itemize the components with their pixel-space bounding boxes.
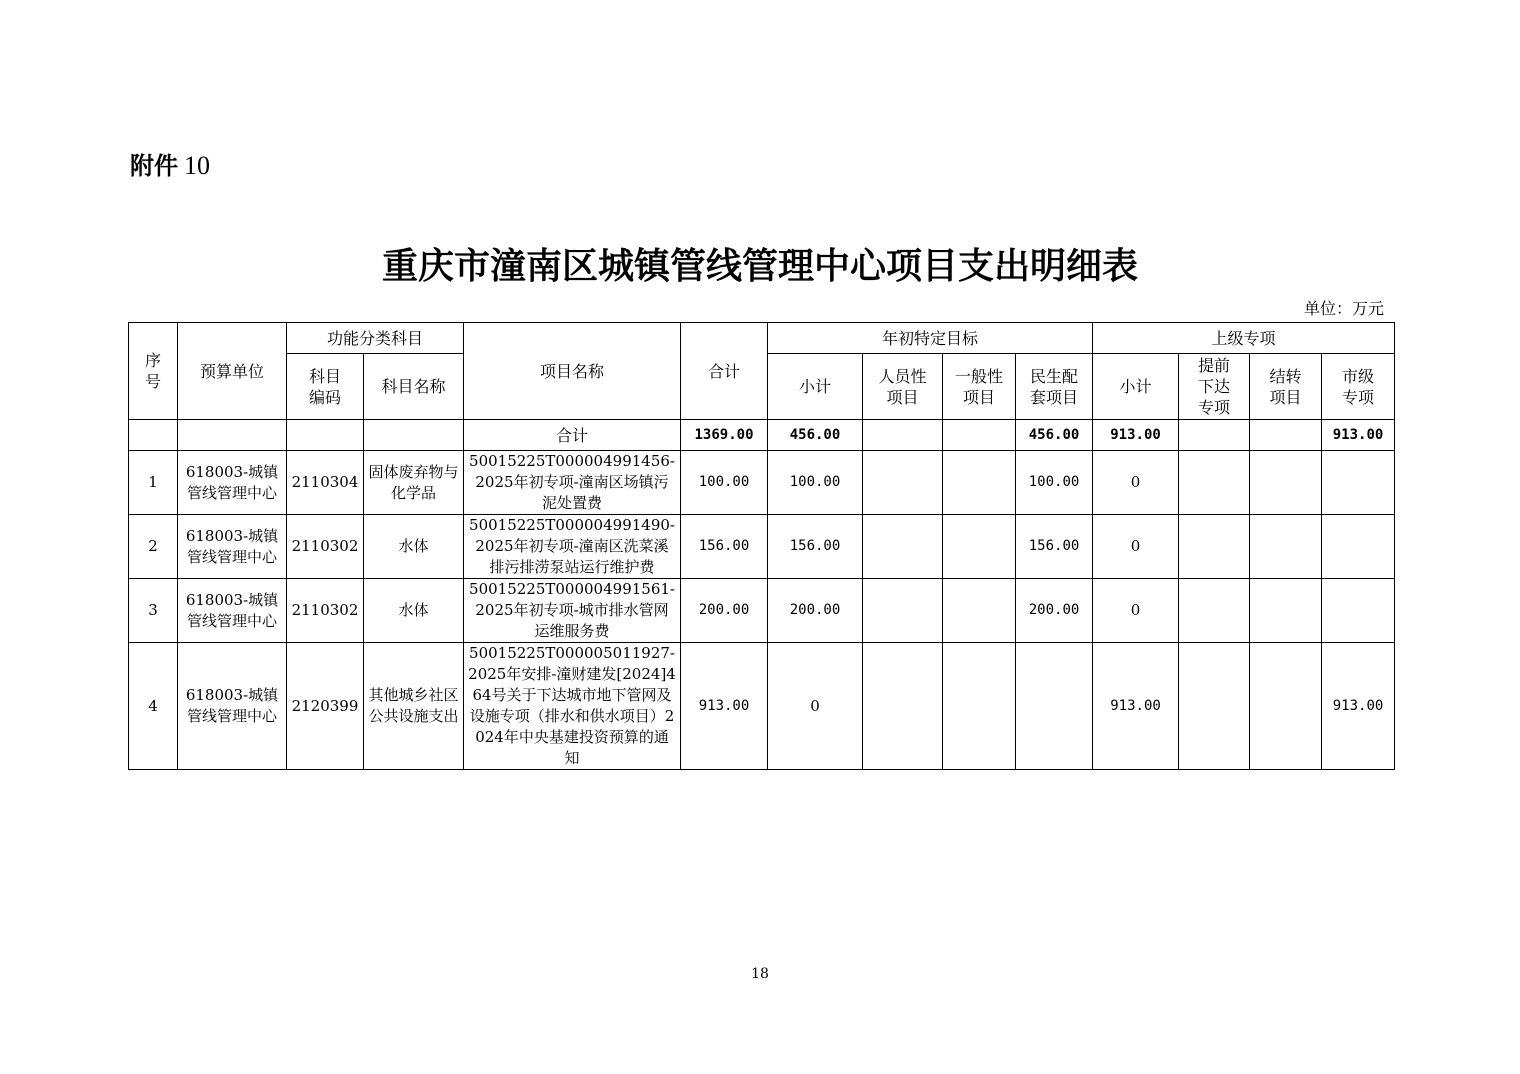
header-annual: 年初特定目标 bbox=[768, 323, 1093, 354]
row-personnel bbox=[863, 451, 943, 515]
row-subject: 水体 bbox=[364, 515, 464, 579]
row-code: 2110302 bbox=[287, 515, 364, 579]
row-general bbox=[943, 515, 1016, 579]
row-total: 913.00 bbox=[681, 643, 768, 770]
row-city bbox=[1322, 451, 1395, 515]
header-annual-subtotal: 小计 bbox=[768, 354, 863, 420]
row-seq: 2 bbox=[129, 515, 178, 579]
row-code: 2110302 bbox=[287, 579, 364, 643]
row-carryover bbox=[1250, 515, 1322, 579]
row-total: 100.00 bbox=[681, 451, 768, 515]
header-seq: 序 号 bbox=[129, 323, 178, 420]
row-superior-subtotal: 0 bbox=[1093, 579, 1179, 643]
row-project: 50015225T000004991490-2025年初专项-潼南区洗菜溪排污排涝泵站运行维护费 bbox=[464, 515, 681, 579]
cell-empty bbox=[364, 420, 464, 451]
attachment-number: 10 bbox=[184, 151, 210, 180]
document-title: 重庆市潼南区城镇管线管理中心项目支出明细表 bbox=[381, 245, 1138, 287]
header-carryover: 结转 项目 bbox=[1250, 354, 1322, 420]
table-row bbox=[129, 579, 1395, 643]
row-annual-subtotal: 156.00 bbox=[768, 515, 863, 579]
row-advance bbox=[1179, 643, 1250, 770]
row-annual-subtotal: 100.00 bbox=[768, 451, 863, 515]
row-subject: 其他城乡社区公共设施支出 bbox=[364, 643, 464, 770]
expenditure-table bbox=[128, 322, 1395, 770]
row-unit: 618003-城镇管线管理中心 bbox=[178, 579, 287, 643]
table-row bbox=[129, 643, 1395, 770]
totals-carryover bbox=[1250, 420, 1322, 451]
row-unit: 618003-城镇管线管理中心 bbox=[178, 515, 287, 579]
row-city: 913.00 bbox=[1322, 643, 1395, 770]
unit-note: 单位：万元 bbox=[1303, 299, 1384, 318]
row-unit: 618003-城镇管线管理中心 bbox=[178, 451, 287, 515]
row-advance bbox=[1179, 451, 1250, 515]
row-personnel bbox=[863, 515, 943, 579]
header-superior-subtotal: 小计 bbox=[1093, 354, 1179, 420]
totals-city: 913.00 bbox=[1322, 420, 1395, 451]
row-seq: 1 bbox=[129, 451, 178, 515]
page-number: 18 bbox=[751, 966, 769, 982]
row-personnel bbox=[863, 643, 943, 770]
attachment-label bbox=[130, 146, 210, 181]
row-carryover bbox=[1250, 643, 1322, 770]
totals-label: 合计 bbox=[464, 420, 681, 451]
row-livelihood: 100.00 bbox=[1016, 451, 1093, 515]
row-annual-subtotal: 200.00 bbox=[768, 579, 863, 643]
attachment-prefix: 附件 bbox=[130, 152, 178, 180]
row-livelihood: 200.00 bbox=[1016, 579, 1093, 643]
row-superior-subtotal: 0 bbox=[1093, 515, 1179, 579]
row-total: 156.00 bbox=[681, 515, 768, 579]
header-livelihood: 民生配 套项目 bbox=[1016, 354, 1093, 420]
row-carryover bbox=[1250, 579, 1322, 643]
table-row bbox=[129, 515, 1395, 579]
header-total: 合计 bbox=[681, 323, 768, 420]
row-general bbox=[943, 643, 1016, 770]
row-code: 2110304 bbox=[287, 451, 364, 515]
cell-empty bbox=[287, 420, 364, 451]
row-unit: 618003-城镇管线管理中心 bbox=[178, 643, 287, 770]
row-subject: 水体 bbox=[364, 579, 464, 643]
totals-total: 1369.00 bbox=[681, 420, 768, 451]
totals-advance bbox=[1179, 420, 1250, 451]
row-total: 200.00 bbox=[681, 579, 768, 643]
row-livelihood bbox=[1016, 643, 1093, 770]
row-project: 50015225T000004991456-2025年初专项-潼南区场镇污泥处置费 bbox=[464, 451, 681, 515]
header-func-class: 功能分类科目 bbox=[287, 323, 464, 354]
header-city: 市级 专项 bbox=[1322, 354, 1395, 420]
row-carryover bbox=[1250, 451, 1322, 515]
row-personnel bbox=[863, 579, 943, 643]
row-city bbox=[1322, 515, 1395, 579]
header-code: 科目 编码 bbox=[287, 354, 364, 420]
header-general: 一般性 项目 bbox=[943, 354, 1016, 420]
row-seq: 4 bbox=[129, 643, 178, 770]
row-livelihood: 156.00 bbox=[1016, 515, 1093, 579]
row-advance bbox=[1179, 515, 1250, 579]
row-seq: 3 bbox=[129, 579, 178, 643]
row-annual-subtotal: 0 bbox=[768, 643, 863, 770]
header-superior: 上级专项 bbox=[1093, 323, 1395, 354]
row-superior-subtotal: 913.00 bbox=[1093, 643, 1179, 770]
row-general bbox=[943, 451, 1016, 515]
header-unit: 预算单位 bbox=[178, 323, 287, 420]
header-subject: 科目名称 bbox=[364, 354, 464, 420]
row-general bbox=[943, 579, 1016, 643]
row-project: 50015225T000004991561-2025年初专项-城市排水管网运维服务费 bbox=[464, 579, 681, 643]
cell-empty bbox=[129, 420, 178, 451]
totals-annual-subtotal: 456.00 bbox=[768, 420, 863, 451]
totals-row bbox=[129, 420, 1395, 451]
row-city bbox=[1322, 579, 1395, 643]
row-code: 2120399 bbox=[287, 643, 364, 770]
header-project: 项目名称 bbox=[464, 323, 681, 420]
row-advance bbox=[1179, 579, 1250, 643]
header-personnel: 人员性 项目 bbox=[863, 354, 943, 420]
totals-livelihood: 456.00 bbox=[1016, 420, 1093, 451]
row-superior-subtotal: 0 bbox=[1093, 451, 1179, 515]
totals-general bbox=[943, 420, 1016, 451]
totals-superior-subtotal: 913.00 bbox=[1093, 420, 1179, 451]
row-project: 50015225T000005011927-2025年安排-潼财建发[2024]464号关于下达城市地下管网及设施专项（排水和供水项目）2024年中央基建投资预算的通知 bbox=[464, 643, 681, 770]
cell-empty bbox=[178, 420, 287, 451]
header-advance: 提前 下达 专项 bbox=[1179, 354, 1250, 420]
row-subject: 固体废弃物与化学品 bbox=[364, 451, 464, 515]
table-row bbox=[129, 451, 1395, 515]
totals-personnel bbox=[863, 420, 943, 451]
